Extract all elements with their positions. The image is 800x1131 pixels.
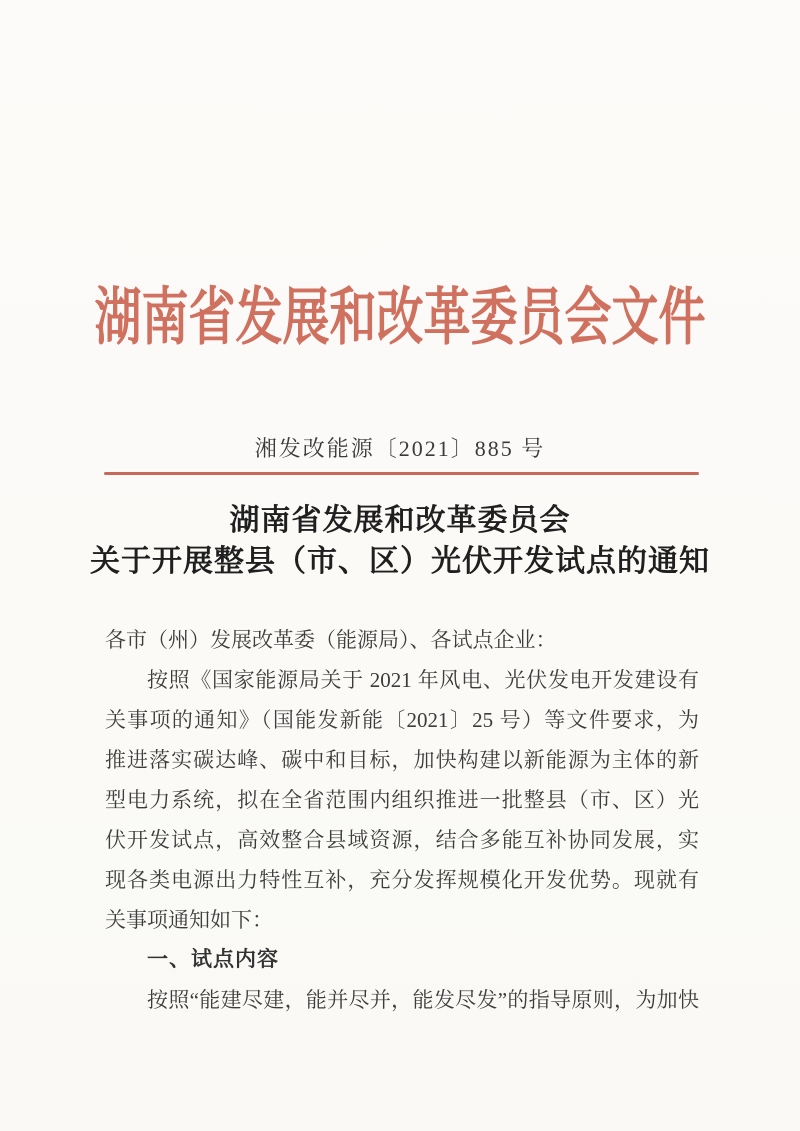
salutation: 各市（州）发展改革委（能源局）、各试点企业：	[105, 628, 557, 652]
doc-number: 湘发改能源〔2021〕885 号	[254, 436, 546, 461]
section-heading: 一、试点内容	[147, 948, 279, 971]
red-divider-line	[104, 472, 699, 475]
agency-letterhead	[0, 279, 800, 354]
title-line-1: 湖南省发展和改革委员会	[229, 504, 571, 537]
document-title	[0, 500, 800, 582]
body-line: 推进落实碳达峰、碳中和目标，加快构建以新能源为主体的新	[105, 748, 699, 772]
body-line: 现各类电源出力特性互补，充分发挥规模化开发优势。现就有	[105, 868, 699, 892]
body-line: 按照《国家能源局关于 2021 年风电、光伏发电开发建设有	[147, 668, 699, 692]
document-body	[105, 620, 699, 1020]
body-line: 按照“能建尽建，能并尽并，能发尽发”的指导原则，为加快	[147, 988, 699, 1012]
body-line: 型电力系统，拟在全省范围内组织推进一批整县（市、区）光	[105, 788, 699, 812]
body-line: 关事项的通知》（国能发新能〔2021〕25 号）等文件要求，为	[105, 708, 699, 732]
title-line-2: 关于开展整县（市、区）光伏开发试点的通知	[90, 545, 710, 578]
agency-letterhead-text: 湖南省发展和改革委员会文件	[94, 283, 706, 354]
body-line: 伏开发试点，高效整合县域资源，结合多能互补协同发展，实	[105, 828, 699, 852]
body-line: 关事项通知如下：	[105, 908, 273, 932]
